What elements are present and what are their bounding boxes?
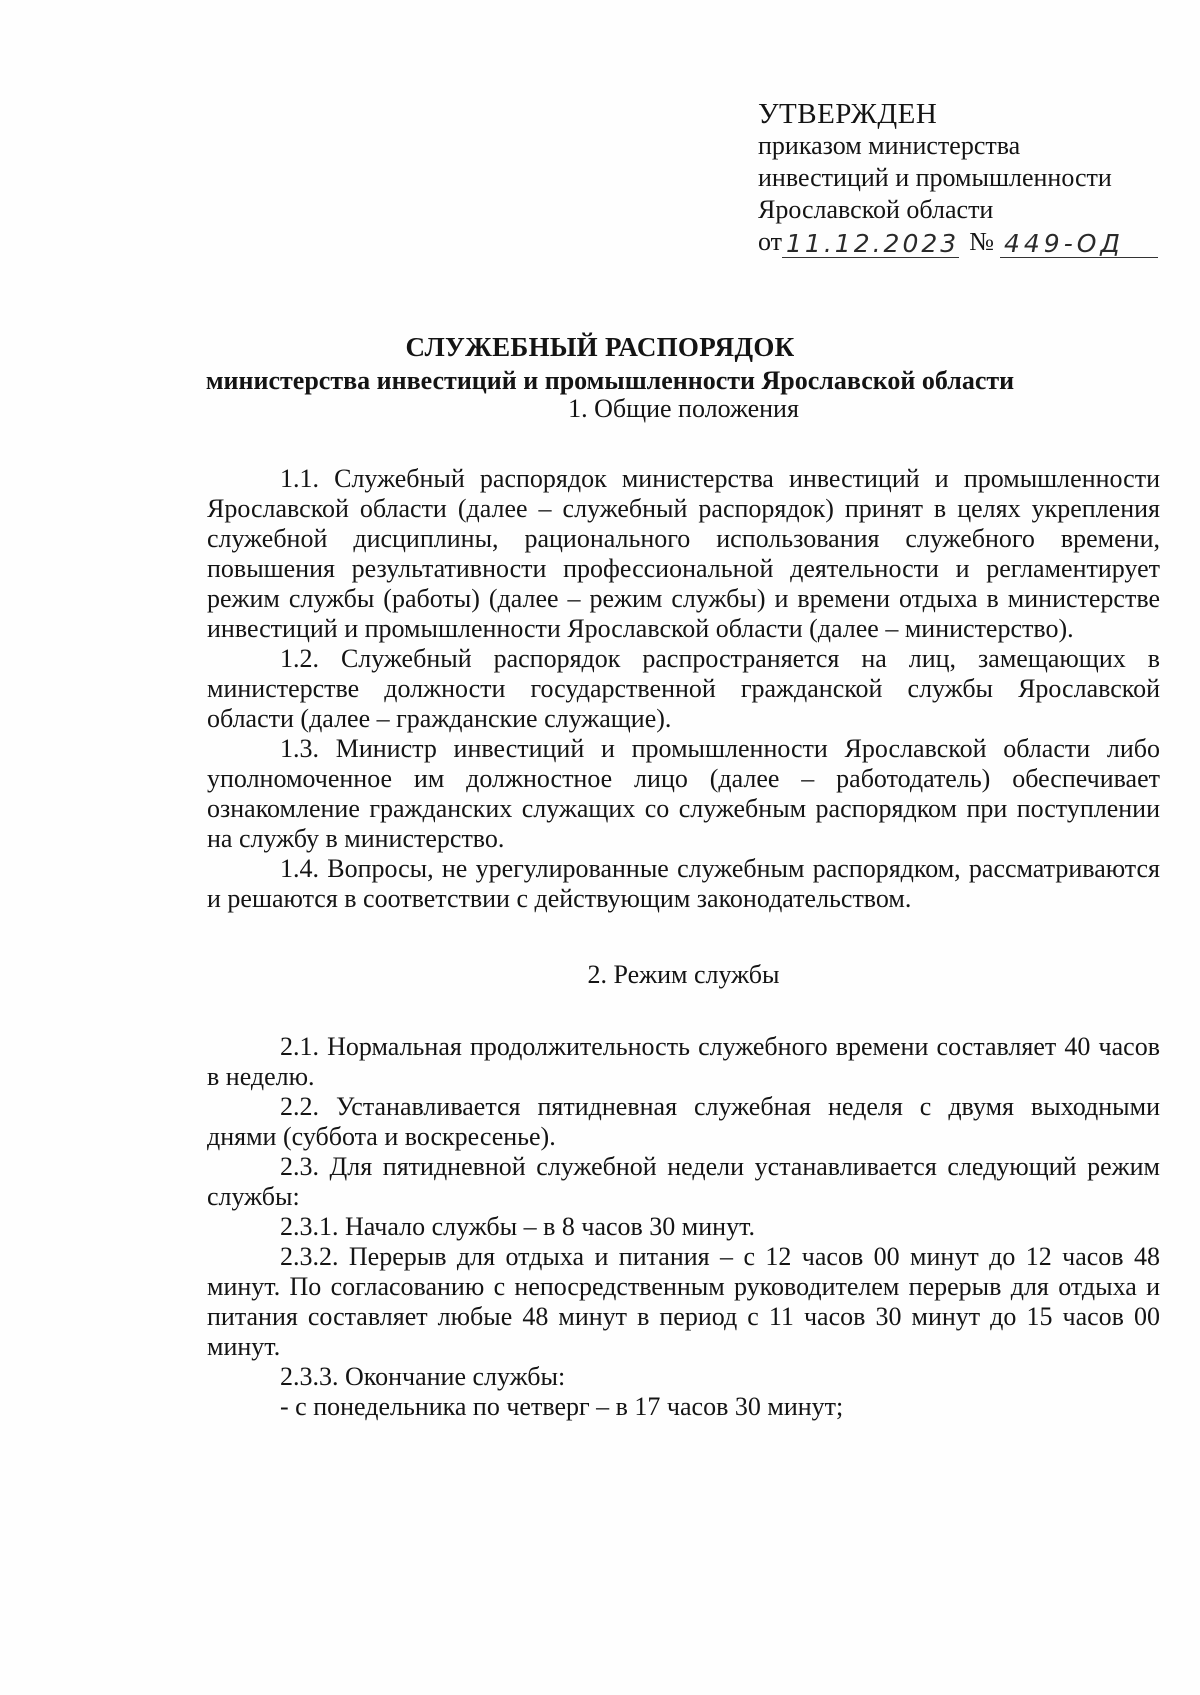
approval-stamp xyxy=(758,98,1158,258)
paragraph-2-3-2: 2.3.2. Перерыв для отдыха и питания – с 12 часов 00 минут до 12 часов 48 минут. По согласованию с непосредственным руководителем перерыв для отдыха и питания составляет любые 48 минут в период с 11 часов 30 минут до 15 часов 00 минут. xyxy=(207,1242,1160,1361)
handwritten-order-number: 449-ОД xyxy=(1000,231,1158,258)
list-item-monday-thursday: - с понедельника по четверг – в 17 часов 30 минут; xyxy=(280,1392,844,1421)
paragraph-1-1: 1.1. Служебный распорядок министерства инвестиций и промышленности Ярославской области (далее – служебный распорядок) принят в целях укрепления служебной дисциплины, рационального использования служебного времени, повышения результативности профессиональной деятельности и регламентирует режим службы (работы) (далее – режим службы) и времени отдыха в министерстве инвестиций и промышленности Ярославской области (далее – министерство). xyxy=(207,464,1160,643)
number-label: № xyxy=(969,227,994,256)
document-title-block xyxy=(0,330,1200,398)
paragraph-2-3: 2.3. Для пятидневной служебной недели устанавливается следующий режим службы: xyxy=(207,1152,1160,1211)
paragraph-2-2: 2.2. Устанавливается пятидневная служебная неделя с двумя выходными днями (суббота и воскресенье). xyxy=(207,1092,1160,1151)
paragraph-1-4: 1.4. Вопросы, не урегулированные служебным распорядком, рассматриваются и решаются в соответствии с действующим законодательством. xyxy=(207,854,1160,913)
approval-line-2: инвестиций и промышленности xyxy=(758,163,1112,192)
paragraph-1-3: 1.3. Министр инвестиций и промышленности Ярославской области либо уполномоченное им должностное лицо (далее – работодатель) обеспечивает ознакомление гражданских служащих со служебным распорядком при поступлении на службу в министерство. xyxy=(207,734,1160,853)
paragraph-2-3-1: 2.3.1. Начало службы – в 8 часов 30 минут. xyxy=(280,1212,755,1241)
approval-line-1: приказом министерства xyxy=(758,131,1021,160)
paragraph-2-3-3: 2.3.3. Окончание службы: xyxy=(280,1362,566,1391)
approval-line-3: Ярославской области xyxy=(758,195,994,224)
paragraph-1-2: 1.2. Служебный распорядок распространяется на лиц, замещающих в министерстве должности государственной гражданской службы Ярославской области (далее – гражданские служащие). xyxy=(207,644,1160,733)
handwritten-date: 11.12.2023 xyxy=(782,231,959,258)
approval-title: УТВЕРЖДЕН xyxy=(758,98,938,130)
section-2-heading: 2. Режим службы xyxy=(587,960,780,989)
from-label: от xyxy=(758,227,783,256)
section-1-heading: 1. Общие положения xyxy=(568,394,799,423)
document-body xyxy=(207,394,1160,1422)
order-reference xyxy=(758,226,1158,258)
paragraph-2-1: 2.1. Нормальная продолжительность служебного времени составляет 40 часов в неделю. xyxy=(207,1032,1160,1091)
document-title: СЛУЖЕБНЫЙ РАСПОРЯДОК xyxy=(405,332,795,362)
document-subtitle: министерства инвестиций и промышленности Ярославской области xyxy=(205,366,1015,395)
